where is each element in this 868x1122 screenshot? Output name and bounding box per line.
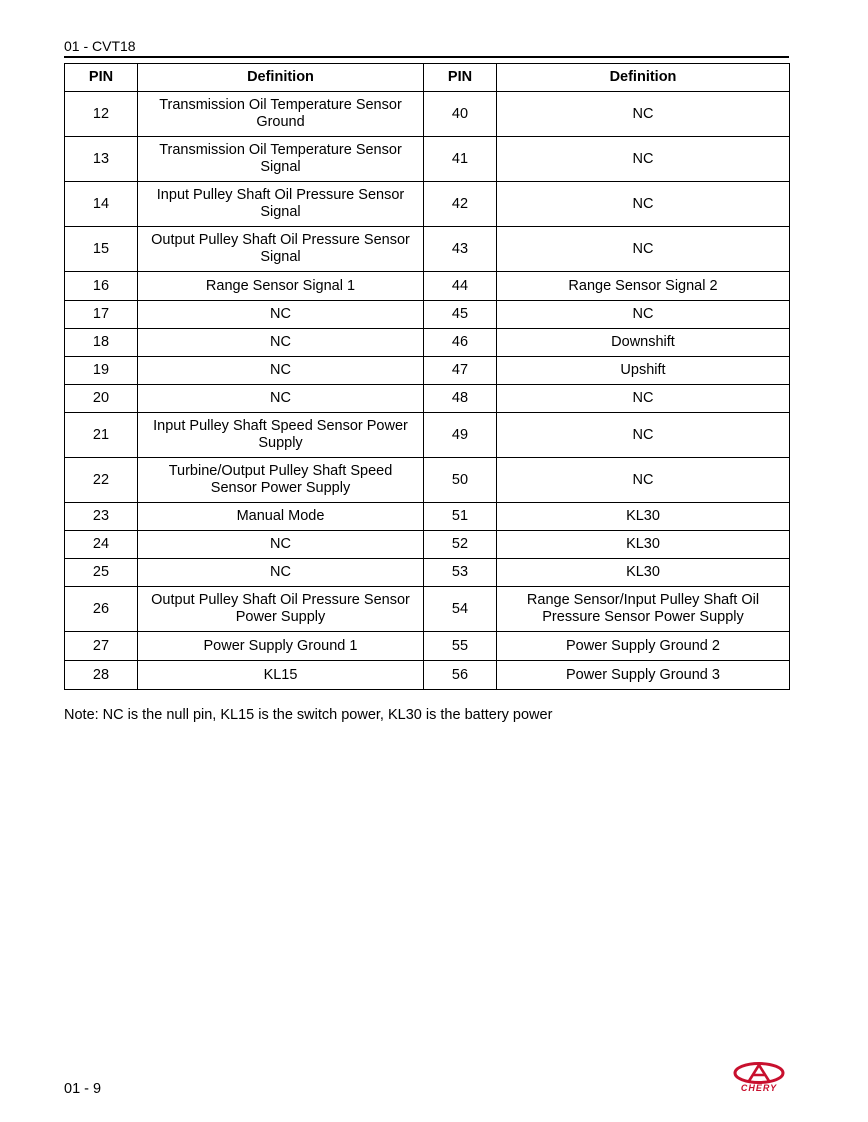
definition-cell: NC <box>138 357 424 385</box>
pin-cell: 22 <box>65 458 138 503</box>
pin-cell: 54 <box>424 587 497 632</box>
table-row <box>65 329 790 357</box>
pin-cell: 15 <box>65 227 138 272</box>
pin-cell: 40 <box>424 92 497 137</box>
column-header-pin: PIN <box>424 64 497 92</box>
definition-cell: NC <box>497 182 790 227</box>
pin-cell: 56 <box>424 661 497 690</box>
definition-cell: Output Pulley Shaft Oil Pressure Sensor Signal <box>138 227 424 272</box>
table-header-row <box>65 64 790 92</box>
table-row <box>65 632 790 661</box>
pin-cell: 51 <box>424 503 497 531</box>
definition-cell: Power Supply Ground 3 <box>497 661 790 690</box>
pin-cell: 48 <box>424 385 497 413</box>
definition-cell: Upshift <box>497 357 790 385</box>
table-row <box>65 587 790 632</box>
definition-cell: NC <box>138 385 424 413</box>
definition-cell: Range Sensor/Input Pulley Shaft Oil Pressure Sensor Power Supply <box>497 587 790 632</box>
pin-cell: 49 <box>424 413 497 458</box>
definition-cell: Input Pulley Shaft Speed Sensor Power Supply <box>138 413 424 458</box>
definition-cell: Output Pulley Shaft Oil Pressure Sensor Power Supply <box>138 587 424 632</box>
column-header-definition: Definition <box>138 64 424 92</box>
pin-definition-table <box>64 63 790 690</box>
table-row <box>65 559 790 587</box>
definition-cell: NC <box>138 531 424 559</box>
definition-cell: Downshift <box>497 329 790 357</box>
definition-cell: Input Pulley Shaft Oil Pressure Sensor Signal <box>138 182 424 227</box>
definition-cell: NC <box>497 227 790 272</box>
pin-cell: 52 <box>424 531 497 559</box>
pin-cell: 26 <box>65 587 138 632</box>
definition-cell: NC <box>497 301 790 329</box>
pin-cell: 45 <box>424 301 497 329</box>
table-row <box>65 503 790 531</box>
definition-cell: NC <box>138 301 424 329</box>
pin-cell: 17 <box>65 301 138 329</box>
definition-cell: Turbine/Output Pulley Shaft Speed Sensor Power Supply <box>138 458 424 503</box>
definition-cell: Range Sensor Signal 1 <box>138 272 424 301</box>
definition-cell: KL30 <box>497 503 790 531</box>
table-row <box>65 385 790 413</box>
definition-cell: NC <box>497 137 790 182</box>
pin-cell: 25 <box>65 559 138 587</box>
pin-cell: 53 <box>424 559 497 587</box>
definition-cell: KL15 <box>138 661 424 690</box>
pin-cell: 21 <box>65 413 138 458</box>
pin-cell: 18 <box>65 329 138 357</box>
table-note: Note: NC is the null pin, KL15 is the switch power, KL30 is the battery power <box>64 707 553 723</box>
pin-cell: 20 <box>65 385 138 413</box>
definition-cell: NC <box>497 458 790 503</box>
definition-cell: NC <box>138 559 424 587</box>
pin-cell: 12 <box>65 92 138 137</box>
chery-emblem-icon <box>730 1062 788 1084</box>
table-row <box>65 661 790 690</box>
pin-cell: 50 <box>424 458 497 503</box>
column-header-pin: PIN <box>65 64 138 92</box>
definition-cell: Power Supply Ground 2 <box>497 632 790 661</box>
definition-cell: NC <box>497 413 790 458</box>
pin-cell: 13 <box>65 137 138 182</box>
definition-cell: NC <box>138 329 424 357</box>
logo-text: CHERY <box>740 1083 778 1093</box>
pin-cell: 27 <box>65 632 138 661</box>
pin-cell: 28 <box>65 661 138 690</box>
pin-cell: 19 <box>65 357 138 385</box>
definition-cell: Manual Mode <box>138 503 424 531</box>
table-row <box>65 531 790 559</box>
pin-cell: 23 <box>65 503 138 531</box>
table-row <box>65 92 790 137</box>
definition-cell: KL30 <box>497 531 790 559</box>
pin-cell: 46 <box>424 329 497 357</box>
pin-cell: 47 <box>424 357 497 385</box>
definition-cell: Power Supply Ground 1 <box>138 632 424 661</box>
definition-cell: Transmission Oil Temperature Sensor Signal <box>138 137 424 182</box>
definition-cell: Range Sensor Signal 2 <box>497 272 790 301</box>
table-row <box>65 458 790 503</box>
table-row <box>65 413 790 458</box>
pin-cell: 55 <box>424 632 497 661</box>
table-row <box>65 301 790 329</box>
definition-cell: NC <box>497 385 790 413</box>
pin-cell: 42 <box>424 182 497 227</box>
table-row <box>65 182 790 227</box>
pin-cell: 43 <box>424 227 497 272</box>
definition-cell: Transmission Oil Temperature Sensor Ground <box>138 92 424 137</box>
table-row <box>65 272 790 301</box>
table-row <box>65 227 790 272</box>
column-header-definition: Definition <box>497 64 790 92</box>
pin-cell: 14 <box>65 182 138 227</box>
table-row <box>65 357 790 385</box>
pin-cell: 16 <box>65 272 138 301</box>
table-row <box>65 137 790 182</box>
pin-cell: 24 <box>65 531 138 559</box>
pin-cell: 44 <box>424 272 497 301</box>
definition-cell: NC <box>497 92 790 137</box>
page-number: 01 - 9 <box>64 1081 102 1097</box>
pin-cell: 41 <box>424 137 497 182</box>
chery-logo <box>730 1062 788 1096</box>
definition-cell: KL30 <box>497 559 790 587</box>
page-header: 01 - CVT18 <box>64 38 789 58</box>
